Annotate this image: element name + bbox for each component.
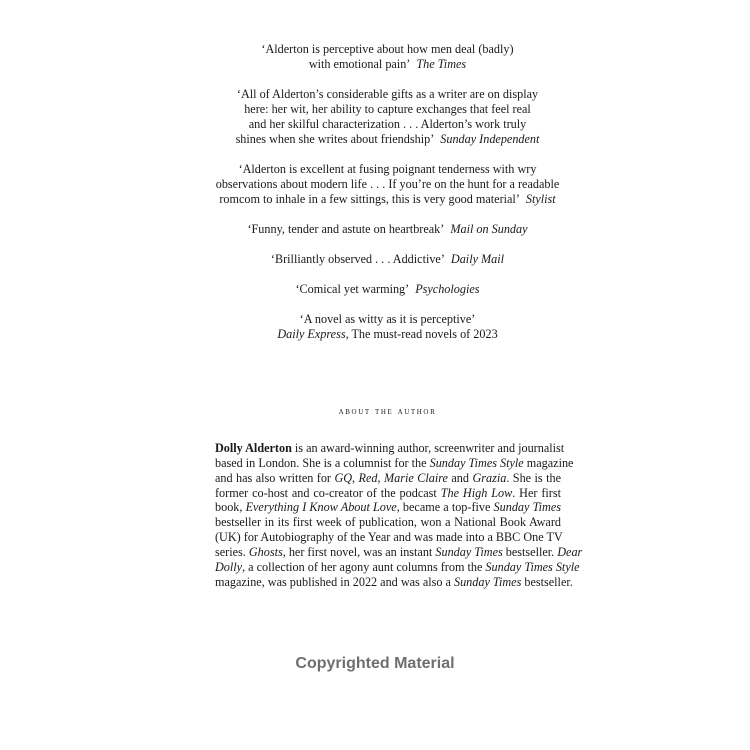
italic-title: Sunday Times xyxy=(435,544,503,559)
bio-line xyxy=(215,500,561,515)
quote-line xyxy=(200,222,575,237)
quote-line xyxy=(200,192,575,207)
quote-line xyxy=(200,102,575,117)
italic-title: Red xyxy=(358,470,378,485)
praise-quote xyxy=(200,42,575,72)
author-bio xyxy=(215,441,583,589)
italic-title: The High Low xyxy=(440,485,513,500)
italic-title: Dolly xyxy=(215,559,243,574)
quote-line xyxy=(200,162,575,177)
bio-text: , her first novel, was an instant xyxy=(282,544,436,559)
italic-title: Ghosts xyxy=(248,544,283,559)
bio-text: bestseller. xyxy=(502,544,558,559)
bio-line xyxy=(215,559,580,575)
quote-text: observations about modern life . . . If you’re on the hunt for a readable xyxy=(215,177,560,191)
bio-line xyxy=(215,455,574,471)
quote-text: shines when she writes about friendship’ xyxy=(235,132,435,146)
bio-text: and xyxy=(447,470,473,485)
quote-line xyxy=(200,132,575,147)
bio-text: , xyxy=(377,470,384,485)
quote-text: and her skilful characterization . . . Alderton’s work truly xyxy=(248,117,527,131)
bio-line xyxy=(215,574,573,590)
bio-text: bestseller in its first week of publication, won a National Book Award xyxy=(215,515,561,530)
bio-text: is an award-winning author, screenwriter and journalist xyxy=(291,441,565,455)
bio-text: . Her first xyxy=(512,485,561,500)
quote-source: Daily Express xyxy=(277,327,346,341)
quote-line xyxy=(200,177,575,192)
quote-text: ‘All of Alderton’s considerable gifts as a writer are on display xyxy=(236,87,539,101)
quote-source-detail: , The must-read novels of 2023 xyxy=(345,327,498,341)
quote-text: here: her wit, her ability to capture exchanges that feel real xyxy=(244,102,531,116)
quote-source: Sunday Independent xyxy=(440,132,540,146)
praise-quote xyxy=(200,222,575,237)
bio-text: and has also written for xyxy=(215,470,335,485)
italic-title: Dear xyxy=(557,544,583,559)
bio-line xyxy=(215,441,565,456)
bio-text: , a collection of her agony aunt columns from the xyxy=(242,559,486,574)
quote-text: ‘Brilliantly observed . . . Addictive’ xyxy=(270,252,445,266)
quote-source: Psychologies xyxy=(415,282,480,296)
bio-text: former co-host and co-creator of the podcast xyxy=(215,485,441,500)
quote-text: with emotional pain’ xyxy=(308,57,411,71)
italic-title: GQ xyxy=(334,470,353,485)
italic-title: Everything I Know About Love xyxy=(245,500,397,515)
quote-text: ‘A novel as witty as it is perceptive’ xyxy=(299,312,476,326)
bio-text: , became a top-five xyxy=(396,500,494,515)
italic-title: Sunday Times xyxy=(453,574,522,589)
bio-text: . She is the xyxy=(506,470,561,485)
quote-source: Daily Mail xyxy=(450,252,505,266)
quote-line xyxy=(200,87,575,102)
quote-line xyxy=(200,312,575,327)
quote-line xyxy=(200,42,575,57)
bio-text: book, xyxy=(215,500,246,515)
bio-line xyxy=(215,471,561,486)
italic-title: Grazia xyxy=(472,470,507,485)
praise-quote xyxy=(200,252,575,267)
bio-text: bestseller. xyxy=(521,574,573,589)
bio-text: , xyxy=(352,470,359,485)
bio-text: (UK) for Autobiography of the Year and was made into a BBC One TV xyxy=(215,530,563,545)
praise-quote xyxy=(200,162,575,207)
about-the-author-heading: about the author xyxy=(338,406,437,417)
quote-text: ‘Comical yet warming’ xyxy=(295,282,410,296)
bio-text: based in London. She is a columnist for the xyxy=(215,455,430,470)
quote-source: The Times xyxy=(416,57,467,71)
bio-line xyxy=(215,515,561,530)
quote-line xyxy=(200,117,575,132)
bio-text: series. xyxy=(215,544,249,559)
quote-source: Mail on Sunday xyxy=(450,222,528,236)
copyrighted-material-watermark: Copyrighted Material xyxy=(295,655,455,672)
quote-line xyxy=(200,57,575,72)
praise-quote xyxy=(200,87,575,147)
praise-quotes xyxy=(200,42,575,357)
quote-line xyxy=(200,282,575,297)
bio-text: magazine, was published in 2022 and was also a xyxy=(215,574,454,589)
quote-line xyxy=(200,252,575,267)
quote-source-line xyxy=(200,327,575,342)
bio-line xyxy=(215,544,583,560)
italic-title: Sunday Times Style xyxy=(485,559,580,574)
bio-line xyxy=(215,530,561,545)
quote-text: ‘Funny, tender and astute on heartbreak’ xyxy=(247,222,445,236)
italic-title: Sunday Times Style xyxy=(429,455,524,470)
bio-text: magazine xyxy=(523,455,574,470)
italic-title: Marie Claire xyxy=(384,470,448,485)
bio-line xyxy=(215,486,561,501)
author-name: Dolly Alderton xyxy=(215,441,292,455)
italic-title: Sunday Times xyxy=(493,500,562,515)
praise-quote xyxy=(200,282,575,297)
quote-source: Stylist xyxy=(525,192,556,206)
quote-text: ‘Alderton is perceptive about how men deal (badly) xyxy=(261,42,514,56)
quote-text: romcom to inhale in a few sittings, this is very good material’ xyxy=(219,192,520,206)
quote-text: ‘Alderton is excellent at fusing poignant tenderness with wry xyxy=(238,162,537,176)
praise-quote xyxy=(200,312,575,342)
